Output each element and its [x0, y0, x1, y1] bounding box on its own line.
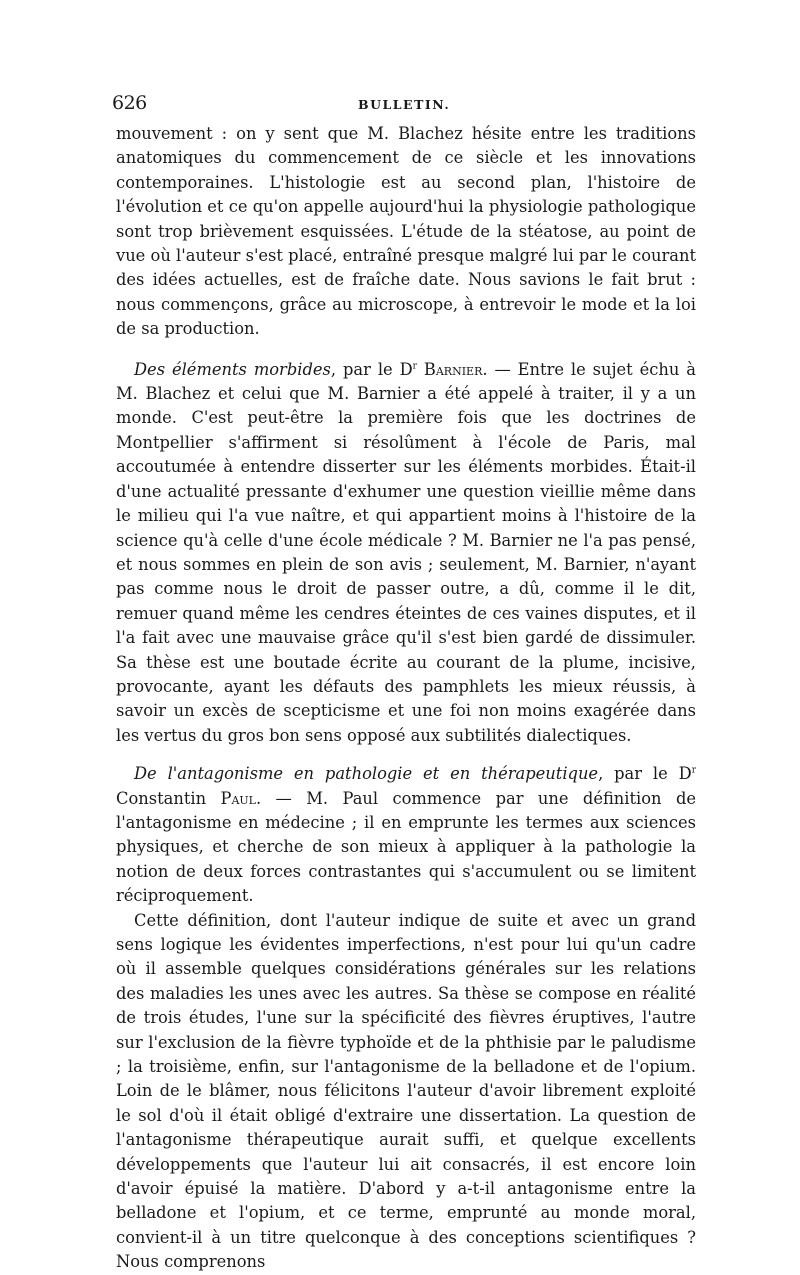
paragraph-elements-morbides: [116, 358, 696, 749]
author-prefix: , par le D: [330, 359, 413, 379]
doctor-abbrev-sup: r: [412, 361, 417, 372]
paragraph-text: . — Entre le sujet échu à M. Blachez et celui que M. Barnier a été appelé à traiter, il y a un monde. C'est peut-être la première fois que les doctrines de Montpellier s'affirment si résolûment à l'école de Paris, mal accoutumée à entendre disserter sur les éléments morbides. Était-il d'une actualité pressante d'exhumer une question vieillie même dans le milieu qui l'a vue naître, et qui appartient moins à l'histoire de la science qu'à celle d'une école médicale ? M. Barnier ne l'a pas pensé, et nous sommes en plein de son avis ; seulement, M. Barnier, n'ayant pas comme nous le droit de passer outre, a dû, comme il le dit, remuer quand même les cendres éteintes de ces vaines disputes, et il l'a fait avec une mauvaise grâce qu'il s'est bien gardé de dissimuler. Sa thèse est une boutade écrite au courant de la plume, incisive, provocante, ayant les défauts des pamphlets les mieux réussis, à savoir un excès de scepticisme et une foi non moins exagérée dans les vertus du gros bon sens opposé aux subtilités dialectiques.: [116, 359, 696, 745]
author-name: Paul: [220, 788, 256, 808]
page-header: [112, 92, 696, 116]
paragraph-text: mouvement : on y sent que M. Blachez hésite entre les traditions anatomiques du commencement de ce siècle et les innovations contemporaines. L'histologie est au second plan, l'histoire de l'évolution et ce qu'on appelle aujourd'hui la physiologie pathologique sont trop brièvement esquissées. L'étude de la stéatose, au point de vue où l'auteur s'est placé, entraîné presque malgré lui par le courant des idées actuelles, est de fraîche date. Nous savions le fait brut : nous commençons, grâce au microscope, à entrevoir le mode et la loi de sa production.: [116, 124, 696, 339]
paragraph-text: Cette définition, dont l'auteur indique de suite et avec un grand sens logique les évidentes imperfections, n'est pour lui qu'un cadre où il assemble quelques considérations générales sur les relations des maladies les unes avec les autres. Sa thèse se compose en réalité de trois études, l'une sur la spécificité des fièvres éruptives, l'autre sur l'exclusion de la fièvre typhoïde et de la phthisie par le paludisme ; la troisième, enfin, sur l'antagonisme de la belladone et de l'opium. Loin de le blâmer, nous félicitons l'auteur d'avoir librement exploité le sol d'où il était obligé d'extraire une dissertation. La question de l'antagonisme thérapeutique aurait suffi, et quelque excellents développements que l'auteur lui ait consacrés, il est encore loin d'avoir épuisé la matière. D'abord y a-t-il antagonisme entre la belladone et l'opium, et ce terme, emprunté au monde moral, convient-il à un titre quelconque à des conceptions scientifiques ? Nous comprenons: [116, 910, 696, 1272]
thesis-title: Des éléments morbides: [134, 359, 331, 379]
running-title: BULLETIN.: [358, 97, 451, 112]
page: [112, 92, 697, 1272]
thesis-title: De l'antagonisme en pathologie et en thérapeutique: [134, 764, 599, 784]
page-number: 626: [112, 92, 147, 114]
paragraph-text: . — M. Paul commence par une définition de l'antagonisme en médecine ; il en emprunte les termes aux sciences physiques, et cherche de son mieux à appliquer à la pathologie la notion de deux forces contrastantes qui s'accumulent ou se limitent réciproquement.: [116, 788, 696, 906]
author-name: Barnier: [423, 359, 483, 379]
doctor-abbrev-sup: r: [691, 765, 697, 776]
paragraph-definition: [116, 909, 696, 1275]
author-prefix: , par le D: [598, 764, 692, 784]
paragraph-steatose: [116, 122, 696, 342]
author-given-name: Constantin: [116, 788, 221, 808]
article-body: [116, 122, 696, 1275]
paragraph-antagonisme: [116, 762, 696, 908]
